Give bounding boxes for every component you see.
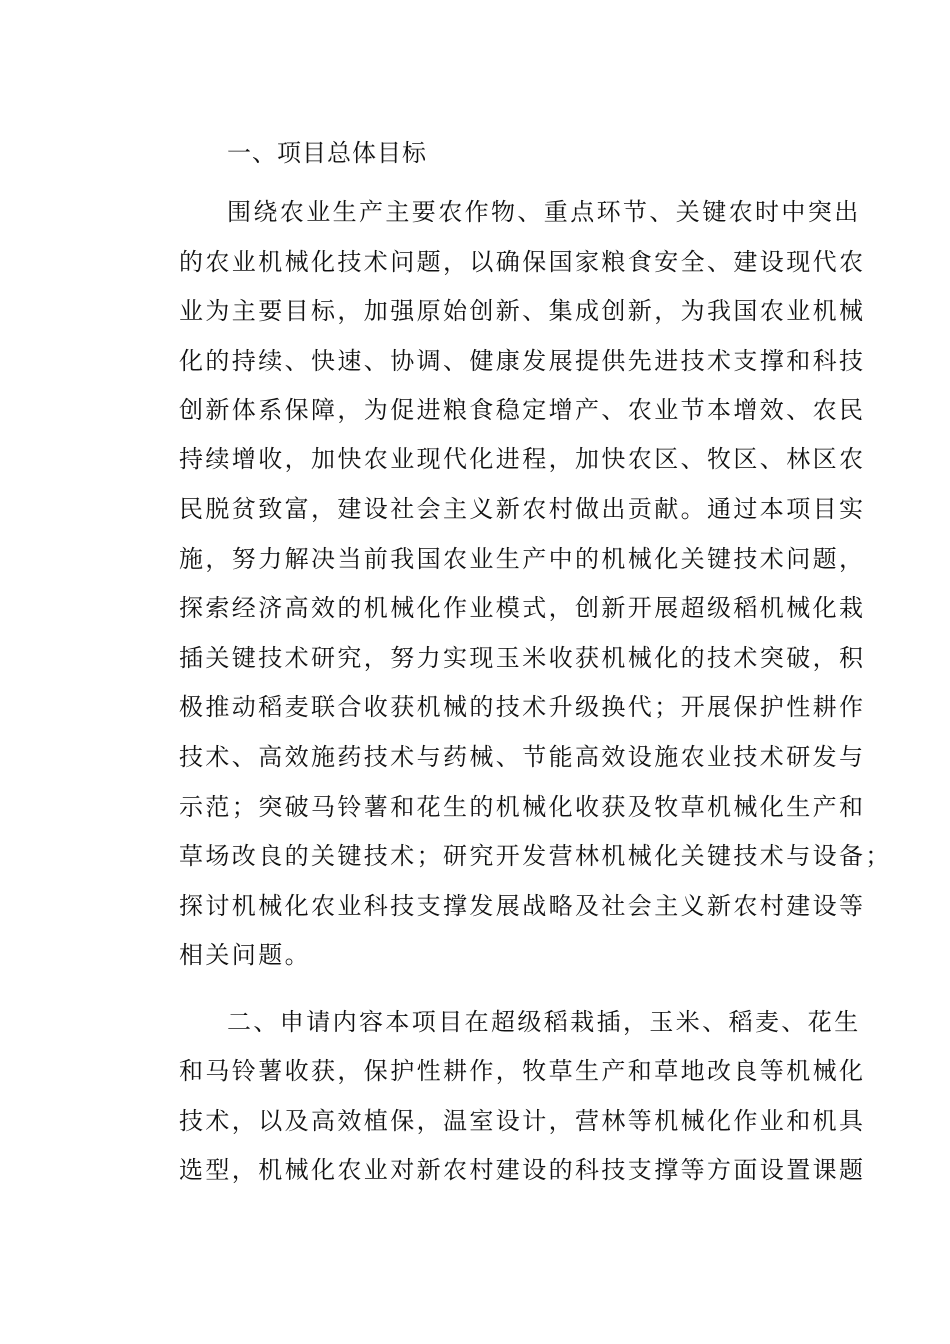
- paragraph-1-line-1: 围绕农业生产主要农作物、重点环节、关键农时中突出: [227, 198, 861, 226]
- section-heading-1: 一、项目总体目标: [227, 139, 427, 167]
- paragraph-1-line-9: 探索经济高效的机械化作业模式，创新开展超级稻机械化栽: [179, 594, 866, 622]
- paragraph-2-line-2: 和马铃薯收获，保护性耕作，牧草生产和草地改良等机械化: [179, 1057, 866, 1085]
- paragraph-1-line-11: 极推动稻麦联合收获机械的技术升级换代；开展保护性耕作: [179, 693, 866, 721]
- paragraph-1-line-4: 化的持续、快速、协调、健康发展提供先进技术支撑和科技: [179, 347, 866, 375]
- paragraph-1-line-12: 技术、高效施药技术与药械、节能高效设施农业技术研发与: [179, 743, 866, 771]
- paragraph-2-line-3: 技术，以及高效植保，温室设计，营林等机械化作业和机具: [179, 1107, 866, 1135]
- paragraph-1-line-8: 施，努力解决当前我国农业生产中的机械化关键技术问题，: [179, 545, 866, 573]
- paragraph-1-line-15: 探讨机械化农业科技支撑发展战略及社会主义新农村建设等: [179, 892, 866, 920]
- paragraph-1-line-10: 插关键技术研究，努力实现玉米收获机械化的技术突破，积: [179, 644, 866, 672]
- paragraph-1-line-13: 示范；突破马铃薯和花生的机械化收获及牧草机械化生产和: [179, 793, 866, 821]
- paragraph-1-line-14: 草场改良的关键技术；研究开发营林机械化关键技术与设备；: [179, 842, 892, 870]
- paragraph-1-line-3: 业为主要目标，加强原始创新、集成创新，为我国农业机械: [179, 297, 866, 325]
- paragraph-2-line-1: 二、申请内容本项目在超级稻栽插，玉米、稻麦、花生: [227, 1008, 861, 1036]
- paragraph-1-line-2: 的农业机械化技术问题，以确保国家粮食安全、建设现代农: [179, 248, 866, 276]
- paragraph-1-line-5: 创新体系保障，为促进粮食稳定增产、农业节本增效、农民: [179, 396, 866, 424]
- paragraph-1-line-6: 持续增收，加快农业现代化进程，加快农区、牧区、林区农: [179, 445, 866, 473]
- paragraph-2-line-4: 选型，机械化农业对新农村建设的科技支撑等方面设置课题: [179, 1156, 866, 1184]
- paragraph-1-line-7: 民脱贫致富，建设社会主义新农村做出贡献。通过本项目实: [179, 495, 866, 523]
- paragraph-1-line-16: 相关问题。: [179, 941, 311, 969]
